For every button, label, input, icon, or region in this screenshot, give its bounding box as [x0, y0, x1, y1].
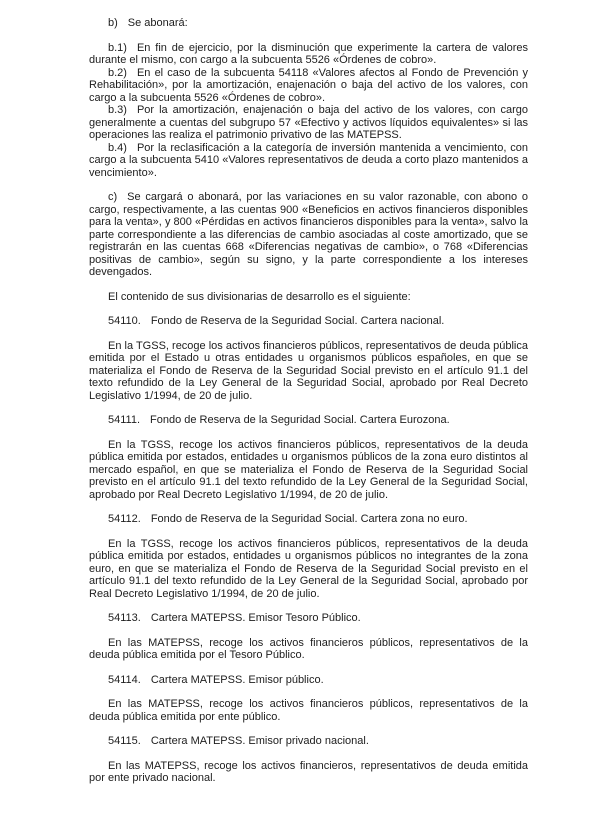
list-item-text: Se cargará o abonará, por las variaciones en su valor razonable, con abono o cargo, respectivamente, a las cuentas 900 «Beneficios en activos financieros disponibles para la venta», y 800 «Pérdidas en activos financieros disponibles para la venta», salvo la parte correspondiente a las diferencias de cambio asociadas al coste amortizado, que se registrarán en las cuentas 668 «Diferencias negativas de cambio», o 768 «Diferencias positivas de cambio», según su signo, y la parte correspondiente a los intereses devengados. [89, 191, 528, 278]
section-heading-54110 [89, 315, 528, 328]
section-number: 54113. [108, 612, 141, 624]
section-heading-54112 [89, 513, 528, 526]
list-item-b4 [89, 142, 528, 180]
list-item-text: Por la amortización, enajenación o baja del activo de los valores, con cargo generalmente a cuentas del subgrupo 57 «Efectivo y activos líquidos equivalentes» si las operaciones las realiza el patrimonio privativo de las MATEPSS. [89, 104, 528, 141]
section-body-54115 [89, 760, 528, 785]
section-heading-54113 [89, 612, 528, 625]
list-item-label: b.1) [108, 41, 127, 54]
list-item-label: b.4) [108, 141, 127, 154]
list-item-text: En fin de ejercicio, por la disminución que experimente la cartera de valores durante el mismo, con cargo a la subcuenta 5526 «Órdenes de cobro». [89, 41, 528, 66]
list-item-b2 [89, 67, 528, 105]
paragraph-text: En la TGSS, recoge los activos financieros públicos, representativos de la deuda pública emitida por estados, entidades u organismos públicos de la zona euro distintos al mercado español, en que se materializa el Fondo de Reserva de la Seguridad Social previsto en el artículo 91.1 del texto refundido de la Ley General de la Seguridad Social, aprobado por Real Decreto Legislativo 1/1994, de 20 de julio. [89, 438, 528, 501]
section-title: Fondo de Reserva de la Seguridad Social. Cartera zona no euro. [150, 513, 468, 525]
paragraph-text: En la TGSS, recoge los activos financieros públicos, representativos de deuda pública emitida por el Estado u otras entidades u organismos públicos españoles, en que se materializa el Fondo de Reserva de la Seguridad Social previsto en el artículo 91.1 del texto refundido de la Ley General de la Seguridad Social, aprobado por Real Decreto Legislativo 1/1994, de 20 de julio. [89, 339, 528, 402]
section-heading-54114 [89, 674, 528, 687]
section-heading-54115 [89, 735, 528, 748]
list-item-b3 [89, 104, 528, 142]
section-title: Fondo de Reserva de la Seguridad Social. Cartera nacional. [150, 315, 445, 327]
section-body-54110 [89, 340, 528, 403]
section-number: 54115. [108, 735, 141, 747]
section-number: 54114. [108, 673, 141, 686]
section-body-54113 [89, 637, 528, 662]
paragraph-text: En las MATEPSS, recoge los activos financieros públicos, representativos de la deuda pública emitida por ente público. [89, 698, 528, 723]
list-item-b1 [89, 42, 528, 67]
paragraph-text: En las MATEPSS, recoge los activos financieros, representativos de deuda emitida por ente privado nacional. [89, 759, 528, 784]
list-item-label: c) [108, 191, 118, 203]
section-number: 54110. [108, 315, 141, 327]
list-item-c [89, 191, 528, 279]
section-title: Fondo de Reserva de la Seguridad Social. Cartera Eurozona. [150, 414, 450, 426]
list-item-text: Por la reclasificación a la categoría de inversión mantenida a vencimiento, con cargo a la subcuenta 5410 «Valores representativos de deuda a corto plazo mantenidos a vencimiento». [89, 141, 528, 179]
section-body-54114 [89, 698, 528, 723]
section-number: 54112. [108, 513, 141, 525]
section-body-54111 [89, 439, 528, 502]
list-item-text: Se abonará: [127, 17, 188, 29]
section-title: Cartera MATEPSS. Emisor público. [150, 673, 324, 686]
paragraph-text: El contenido de sus divisionarias de desarrollo es el siguiente: [108, 290, 411, 303]
list-item-text: En el caso de la subcuenta 54118 «Valores afectos al Fondo de Prevención y Rehabilitación», por la amortización, enajenación o baja del activo de los valores, con cargo a la subcuenta 5526 «Órdenes de cobro». [89, 66, 528, 104]
list-item-label: b) [108, 17, 118, 29]
list-item-b [89, 17, 528, 30]
section-title: Cartera MATEPSS. Emisor privado nacional. [150, 735, 369, 747]
list-item-label: b.2) [108, 66, 127, 79]
intro-paragraph [89, 291, 528, 304]
list-item-label: b.3) [108, 104, 127, 116]
section-body-54112 [89, 538, 528, 601]
paragraph-text: En la TGSS, recoge los activos financieros públicos, representativos de la deuda pública emitida por estados, entidades u organismos públicos no integrantes de la zona euro, en que se materializa el Fondo de Reserva de la Seguridad Social previsto en el artículo 91.1 del texto refundido de la Ley General de la Seguridad Social, aprobado por Real Decreto Legislativo 1/1994, de 20 de julio. [89, 537, 528, 600]
section-number: 54111. [108, 414, 141, 426]
section-heading-54111 [89, 414, 528, 427]
section-title: Cartera MATEPSS. Emisor Tesoro Público. [150, 612, 361, 624]
paragraph-text: En las MATEPSS, recoge los activos financieros públicos, representativos de la deuda pública emitida por el Tesoro Público. [89, 636, 528, 661]
